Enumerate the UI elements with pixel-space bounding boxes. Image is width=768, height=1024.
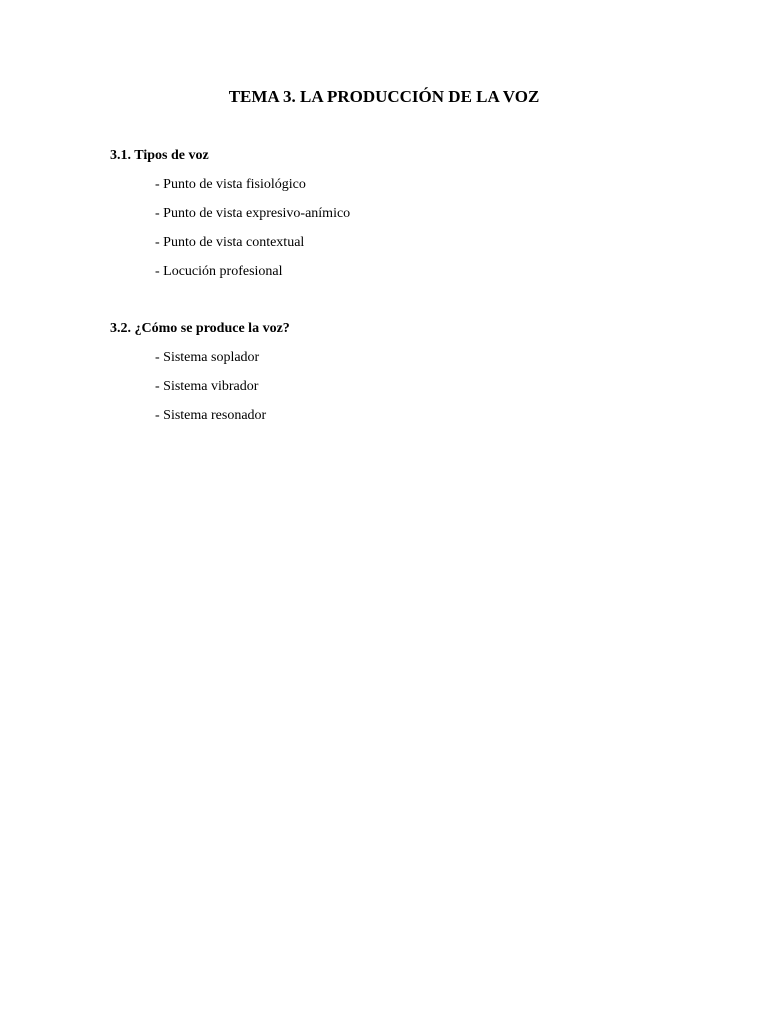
section-heading: 3.2. ¿Cómo se produce la voz? <box>110 321 290 336</box>
list-item: - Punto de vista fisiológico <box>155 177 306 192</box>
section-como-se-produce <box>110 320 710 425</box>
list-item: - Punto de vista expresivo-anímico <box>155 206 351 221</box>
list-item: - Sistema soplador <box>155 350 260 365</box>
list-item: - Sistema resonador <box>155 408 267 423</box>
page-title: TEMA 3. LA PRODUCCIÓN DE LA VOZ <box>228 87 540 106</box>
section-list <box>110 176 710 281</box>
list-item: - Punto de vista contextual <box>155 235 305 250</box>
section-list <box>110 349 710 425</box>
section-heading: 3.1. Tipos de voz <box>110 148 209 163</box>
list-item: - Sistema vibrador <box>155 379 259 394</box>
section-tipos-de-voz <box>110 147 710 281</box>
list-item: - Locución profesional <box>155 264 283 279</box>
